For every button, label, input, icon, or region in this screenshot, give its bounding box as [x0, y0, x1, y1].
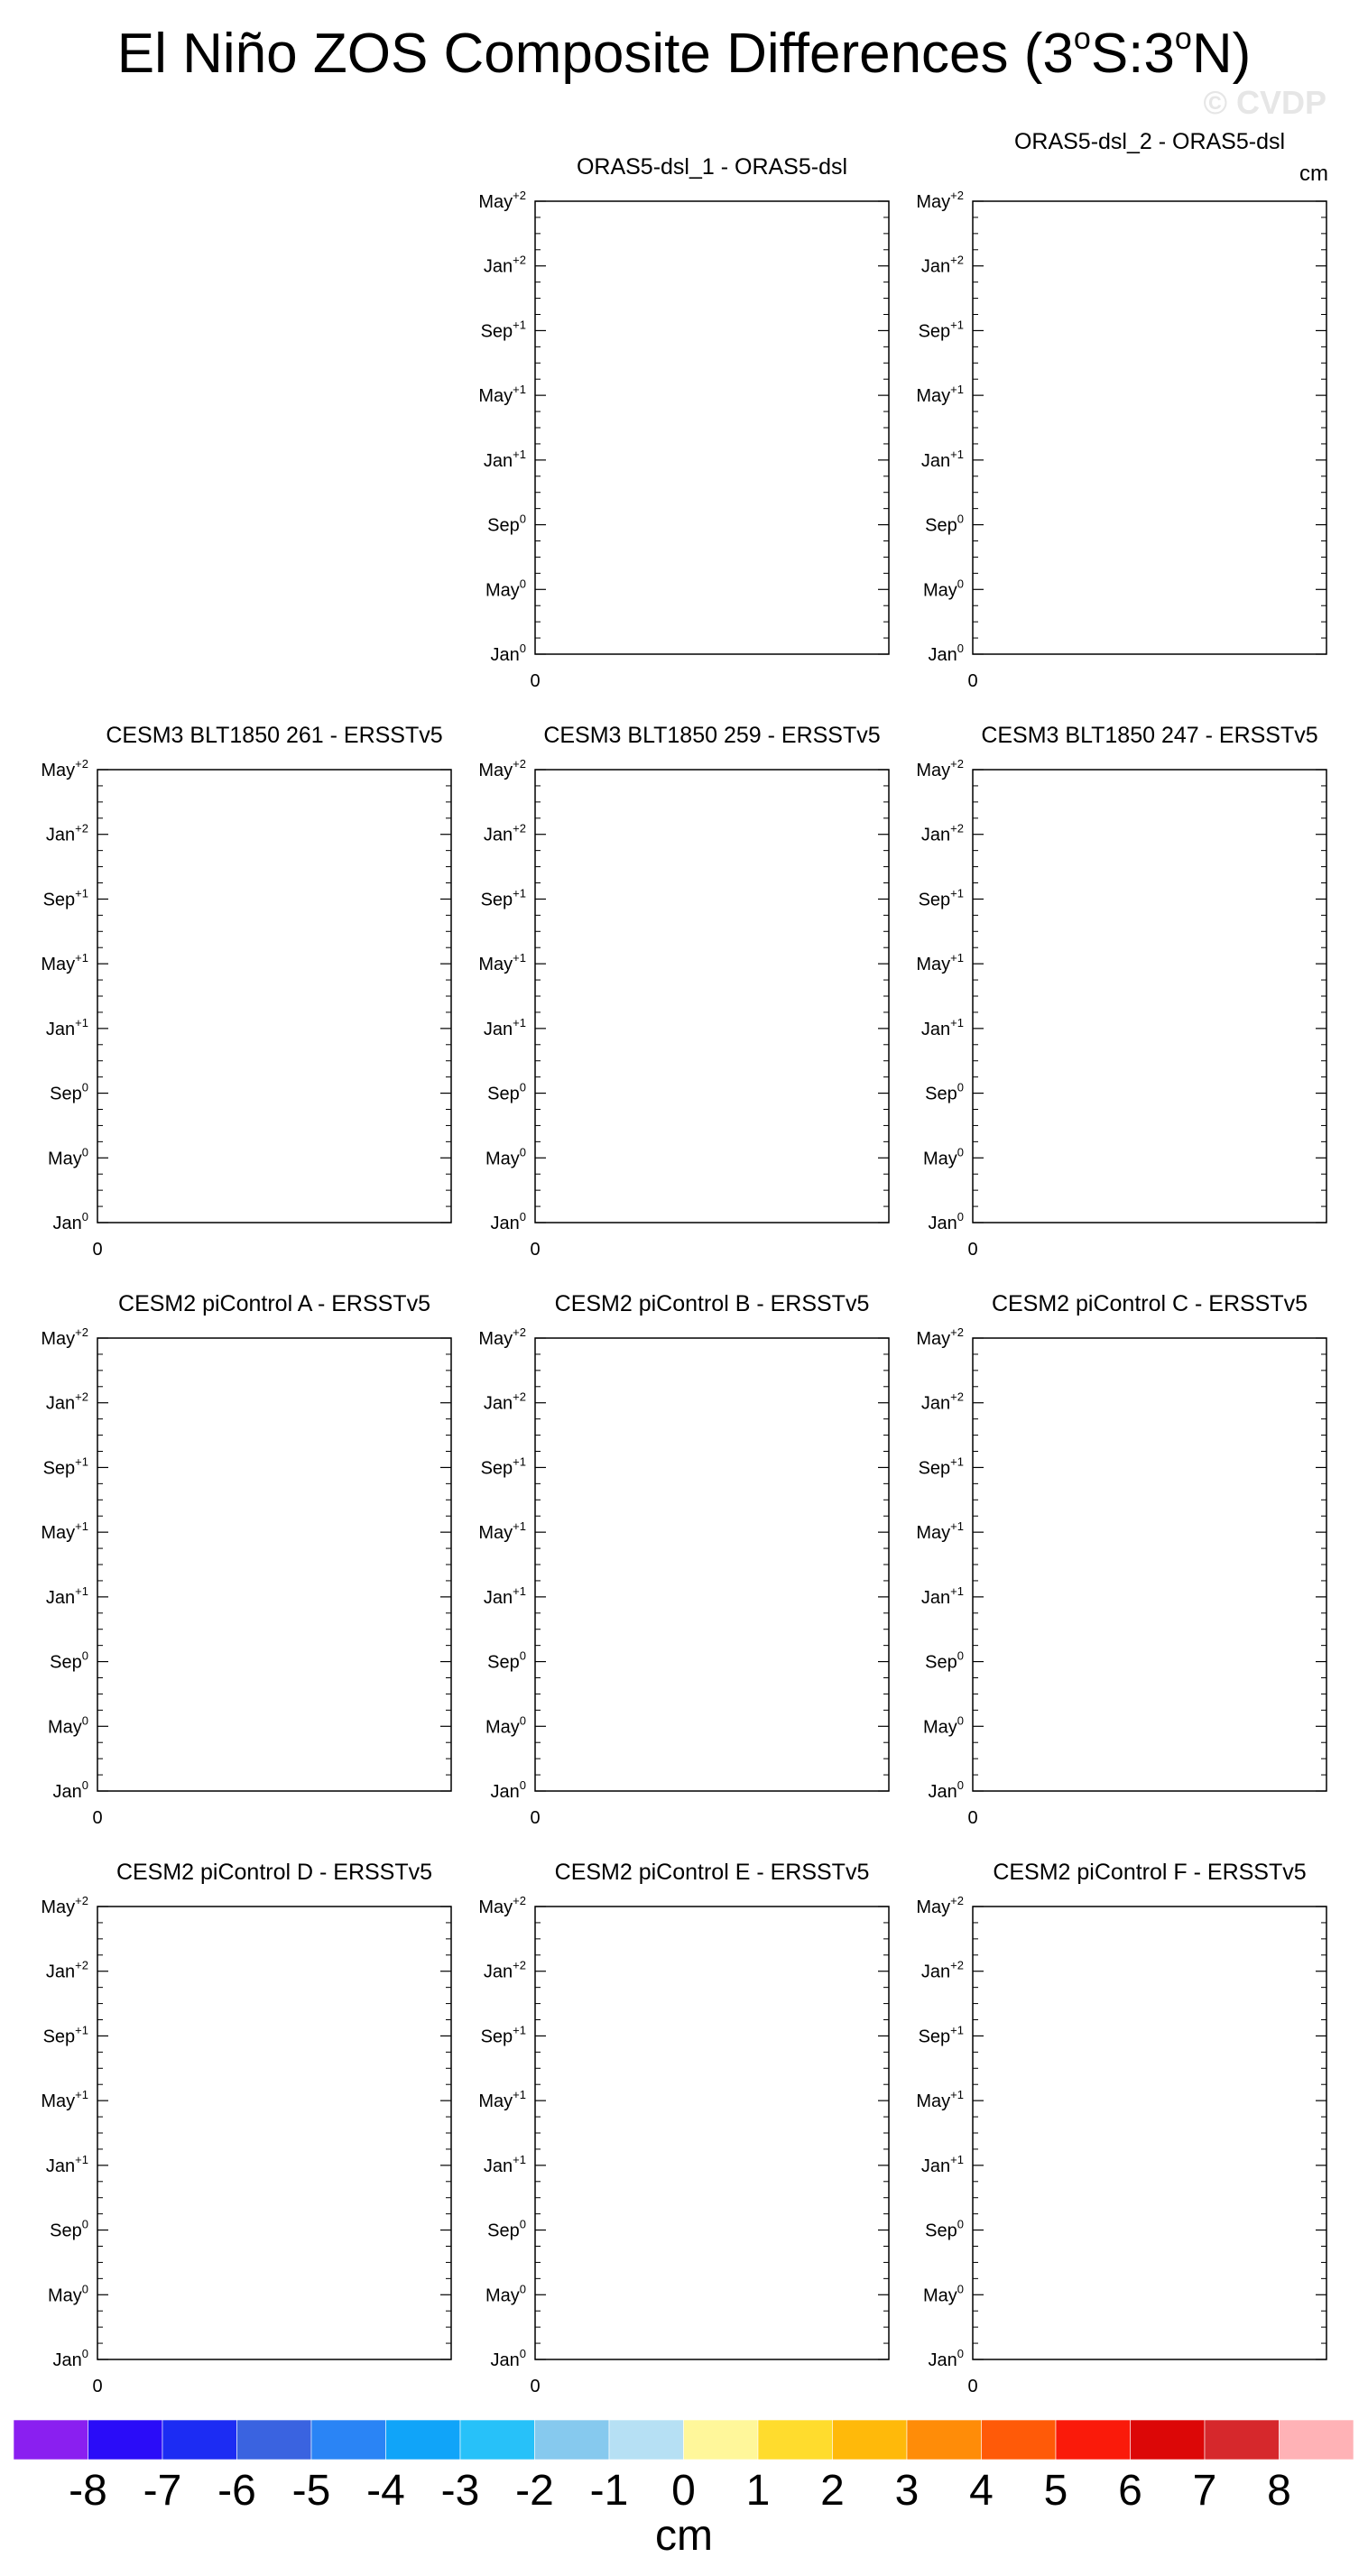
y-tick-label: May$^{+2}$ [41, 1894, 88, 1917]
panel-11 [478, 1860, 889, 2396]
y-tick-label: Jan$^0$ [490, 2347, 526, 2370]
x-tick-label: 0 [967, 1808, 978, 1828]
y-tick-label: Sep$^0$ [925, 2217, 964, 2241]
panel-frame [973, 1338, 1326, 1791]
y-tick-label: May$^{+2}$ [478, 1325, 526, 1349]
colorbar-units-label: cm [655, 2512, 713, 2560]
y-tick-label: May$^0$ [485, 577, 526, 601]
y-tick-label: Jan$^{+2}$ [483, 1958, 526, 1982]
x-tick-label: 0 [92, 1240, 103, 1260]
colorbar-swatch [162, 2420, 237, 2460]
y-tick-label: Jan$^{+2}$ [45, 1390, 88, 1414]
colorbar-tick-label: -3 [440, 2467, 480, 2515]
y-tick-label: Sep$^0$ [487, 1080, 526, 1104]
y-tick-label: Sep$^{+1}$ [42, 2023, 88, 2047]
panel-frame [97, 770, 451, 1223]
y-tick-label: Jan$^0$ [52, 2347, 88, 2370]
y-tick-label: May$^{+1}$ [478, 1519, 526, 1544]
y-tick-label: Jan$^{+2}$ [920, 1958, 964, 1982]
y-tick-label: May$^{+1}$ [478, 383, 526, 407]
y-tick-label: May$^{+1}$ [41, 951, 88, 975]
y-tick-label: May$^0$ [485, 1713, 526, 1738]
x-tick-label: 0 [530, 1808, 541, 1828]
y-tick-label: May$^0$ [922, 1145, 964, 1169]
colorbar-tick-label: -1 [589, 2467, 629, 2515]
panel-5 [478, 723, 889, 1260]
y-tick-label: Jan$^{+2}$ [45, 1958, 88, 1982]
colorbar-swatch [14, 2420, 88, 2460]
colorbar-swatch [1205, 2420, 1280, 2460]
y-tick-label: Sep$^{+1}$ [918, 1454, 964, 1479]
colorbar-swatch [1056, 2420, 1131, 2460]
colorbar-swatch [1131, 2420, 1206, 2460]
colorbar-swatch [907, 2420, 982, 2460]
y-tick-label: May$^0$ [47, 1713, 88, 1738]
y-tick-label: May$^0$ [47, 1145, 88, 1169]
x-tick-label: 0 [530, 671, 541, 691]
y-tick-label: Jan$^0$ [490, 1210, 526, 1233]
y-tick-label: Jan$^{+1}$ [920, 1583, 964, 1608]
panel-title: CESM2 piControl A - ERSSTv5 [118, 1291, 430, 1316]
colorbar-tick-label: 6 [1118, 2467, 1142, 2515]
y-tick-label: Jan$^0$ [490, 1778, 526, 1802]
panel-frame [535, 770, 889, 1223]
colorbar-swatch [460, 2420, 535, 2460]
y-tick-label: Sep$^{+1}$ [480, 318, 526, 342]
y-tick-label: Jan$^0$ [928, 642, 964, 665]
panel-2 [478, 154, 889, 691]
colorbar-tick-label: 4 [969, 2467, 994, 2515]
panel-frame [535, 1338, 889, 1791]
y-tick-label: Jan$^{+2}$ [483, 821, 526, 845]
colorbar-swatch [386, 2420, 461, 2460]
y-tick-label: Sep$^{+1}$ [918, 886, 964, 910]
y-tick-label: Jan$^{+1}$ [483, 2152, 526, 2176]
panel-title: CESM3 BLT1850 259 - ERSSTv5 [543, 723, 881, 748]
panel-9 [916, 1291, 1326, 1828]
y-tick-label: Sep$^0$ [50, 2217, 88, 2241]
y-tick-label: Jan$^0$ [52, 1778, 88, 1802]
colorbar-swatch [1280, 2420, 1354, 2460]
y-tick-label: Jan$^{+1}$ [483, 447, 526, 471]
y-tick-label: Jan$^{+1}$ [920, 1015, 964, 1039]
y-tick-label: Jan$^{+2}$ [483, 1390, 526, 1414]
colorbar-tick-label: 2 [820, 2467, 845, 2515]
y-tick-label: May$^0$ [47, 2282, 88, 2306]
y-tick-label: May$^{+2}$ [916, 1894, 964, 1917]
colorbar-tick-label: 7 [1192, 2467, 1217, 2515]
x-tick-label: 0 [967, 671, 978, 691]
y-tick-label: Jan$^{+1}$ [920, 2152, 964, 2176]
panel-title: CESM2 piControl C - ERSSTv5 [991, 1291, 1308, 1316]
colorbar-swatch [684, 2420, 759, 2460]
colorbar-tick-label: 1 [745, 2467, 771, 2515]
colorbar-tick-label: -4 [366, 2467, 405, 2515]
colorbar-tick-label: -6 [217, 2467, 256, 2515]
panel-frame [973, 201, 1326, 654]
y-tick-label: May$^{+1}$ [478, 951, 526, 975]
colorbar-swatch [237, 2420, 312, 2460]
y-tick-label: Sep$^{+1}$ [42, 1454, 88, 1479]
y-tick-label: May$^{+1}$ [41, 2088, 88, 2112]
y-tick-label: May$^{+1}$ [916, 1519, 964, 1544]
panel-12 [916, 1860, 1326, 2396]
y-tick-label: May$^{+2}$ [916, 757, 964, 780]
y-tick-label: Sep$^{+1}$ [918, 318, 964, 342]
y-tick-label: May$^0$ [485, 1145, 526, 1169]
panel-4 [41, 723, 451, 1260]
colorbar-swatch [833, 2420, 908, 2460]
y-tick-label: Jan$^{+1}$ [45, 2152, 88, 2176]
colorbar-tick-label: 0 [671, 2467, 696, 2515]
colorbar-swatch [982, 2420, 1057, 2460]
y-tick-label: Sep$^0$ [487, 512, 526, 536]
panel-3 [916, 129, 1326, 691]
panel-title: CESM2 piControl E - ERSSTv5 [554, 1860, 870, 1885]
y-tick-label: Sep$^0$ [925, 1080, 964, 1104]
colorbar-tick-label: -8 [69, 2467, 107, 2515]
colorbar-swatch [758, 2420, 833, 2460]
panel-7 [41, 1291, 451, 1828]
y-tick-label: Jan$^0$ [928, 1210, 964, 1233]
y-tick-label: Jan$^{+1}$ [483, 1583, 526, 1608]
panel-8 [478, 1291, 889, 1828]
panel-frame [973, 1907, 1326, 2359]
y-tick-label: Jan$^0$ [490, 642, 526, 665]
y-tick-label: May$^{+1}$ [916, 383, 964, 407]
y-tick-label: Sep$^0$ [925, 512, 964, 536]
panel-title: CESM2 piControl D - ERSSTv5 [116, 1860, 433, 1885]
colorbar-swatch [609, 2420, 684, 2460]
colorbar-swatch [88, 2420, 163, 2460]
y-tick-label: Sep$^0$ [925, 1648, 964, 1673]
panel-title: CESM2 piControl B - ERSSTv5 [554, 1291, 870, 1316]
y-tick-label: May$^0$ [922, 2282, 964, 2306]
colorbar-tick-label: 3 [894, 2467, 920, 2515]
y-tick-label: Sep$^0$ [487, 2217, 526, 2241]
colorbar-swatch [311, 2420, 386, 2460]
figure-title: El Niño ZOS Composite Differences (3$^o$S:3$^o$N) [116, 22, 1252, 85]
y-tick-label: May$^{+1}$ [41, 1519, 88, 1544]
y-tick-label: May$^0$ [485, 2282, 526, 2306]
y-tick-label: May$^{+2}$ [41, 1325, 88, 1349]
y-tick-label: May$^{+2}$ [916, 189, 964, 212]
colorbar-tick-label: -2 [515, 2467, 554, 2515]
colorbar-tick-label: -5 [291, 2467, 331, 2515]
y-tick-label: Sep$^0$ [50, 1648, 88, 1673]
y-tick-label: Sep$^0$ [50, 1080, 88, 1104]
panel-frame [97, 1907, 451, 2359]
panel-frame [535, 1907, 889, 2359]
panel-title: CESM2 piControl F - ERSSTv5 [993, 1860, 1307, 1885]
y-tick-label: Jan$^{+1}$ [920, 447, 964, 471]
x-tick-label: 0 [530, 2377, 541, 2396]
y-tick-label: Sep$^0$ [487, 1648, 526, 1673]
y-tick-label: May$^{+2}$ [478, 189, 526, 212]
y-tick-label: May$^{+2}$ [478, 757, 526, 780]
y-tick-label: May$^{+2}$ [41, 757, 88, 780]
panel-title: ORAS5-dsl_1 - ORAS5-dsl [576, 154, 848, 180]
x-tick-label: 0 [92, 1808, 103, 1828]
y-tick-label: May$^0$ [922, 1713, 964, 1738]
y-tick-label: Jan$^{+2}$ [45, 821, 88, 845]
y-tick-label: Jan$^0$ [928, 2347, 964, 2370]
x-tick-label: 0 [92, 2377, 103, 2396]
y-tick-label: Sep$^{+1}$ [42, 886, 88, 910]
y-tick-label: May$^0$ [922, 577, 964, 601]
colorbar [14, 2420, 1354, 2560]
units-label: cm [1299, 162, 1328, 186]
y-tick-label: May$^{+1}$ [916, 2088, 964, 2112]
y-tick-label: Jan$^{+2}$ [483, 253, 526, 277]
y-tick-label: Jan$^{+2}$ [920, 821, 964, 845]
y-tick-label: May$^{+2}$ [916, 1325, 964, 1349]
y-tick-label: Jan$^0$ [52, 1210, 88, 1233]
y-tick-label: May$^{+1}$ [478, 2088, 526, 2112]
y-tick-label: Jan$^0$ [928, 1778, 964, 1802]
panel-frame [973, 770, 1326, 1223]
y-tick-label: Jan$^{+2}$ [920, 1390, 964, 1414]
colorbar-tick-label: 8 [1267, 2467, 1291, 2515]
y-tick-label: Sep$^{+1}$ [480, 1454, 526, 1479]
x-tick-label: 0 [967, 1240, 978, 1260]
panel-frame [535, 201, 889, 654]
x-tick-label: 0 [967, 2377, 978, 2396]
panel-title: CESM3 BLT1850 247 - ERSSTv5 [981, 723, 1318, 748]
watermark: © CVDP [1203, 84, 1326, 121]
colorbar-tick-label: 5 [1043, 2467, 1068, 2515]
y-tick-label: May$^{+2}$ [478, 1894, 526, 1917]
panel-10 [41, 1860, 451, 2396]
y-tick-label: Jan$^{+1}$ [483, 1015, 526, 1039]
panel-grid [41, 129, 1326, 2396]
y-tick-label: Jan$^{+2}$ [920, 253, 964, 277]
y-tick-label: Jan$^{+1}$ [45, 1015, 88, 1039]
y-tick-label: Sep$^{+1}$ [480, 886, 526, 910]
y-tick-label: Sep$^{+1}$ [480, 2023, 526, 2047]
panel-frame [97, 1338, 451, 1791]
colorbar-swatch [535, 2420, 610, 2460]
panel-6 [916, 723, 1326, 1260]
y-tick-label: Sep$^{+1}$ [918, 2023, 964, 2047]
y-tick-label: Jan$^{+1}$ [45, 1583, 88, 1608]
x-tick-label: 0 [530, 1240, 541, 1260]
panel-title: CESM3 BLT1850 261 - ERSSTv5 [106, 723, 443, 748]
y-tick-label: May$^{+1}$ [916, 951, 964, 975]
colorbar-tick-label: -7 [143, 2467, 182, 2515]
panel-title: ORAS5-dsl_2 - ORAS5-dsl [1013, 129, 1286, 154]
